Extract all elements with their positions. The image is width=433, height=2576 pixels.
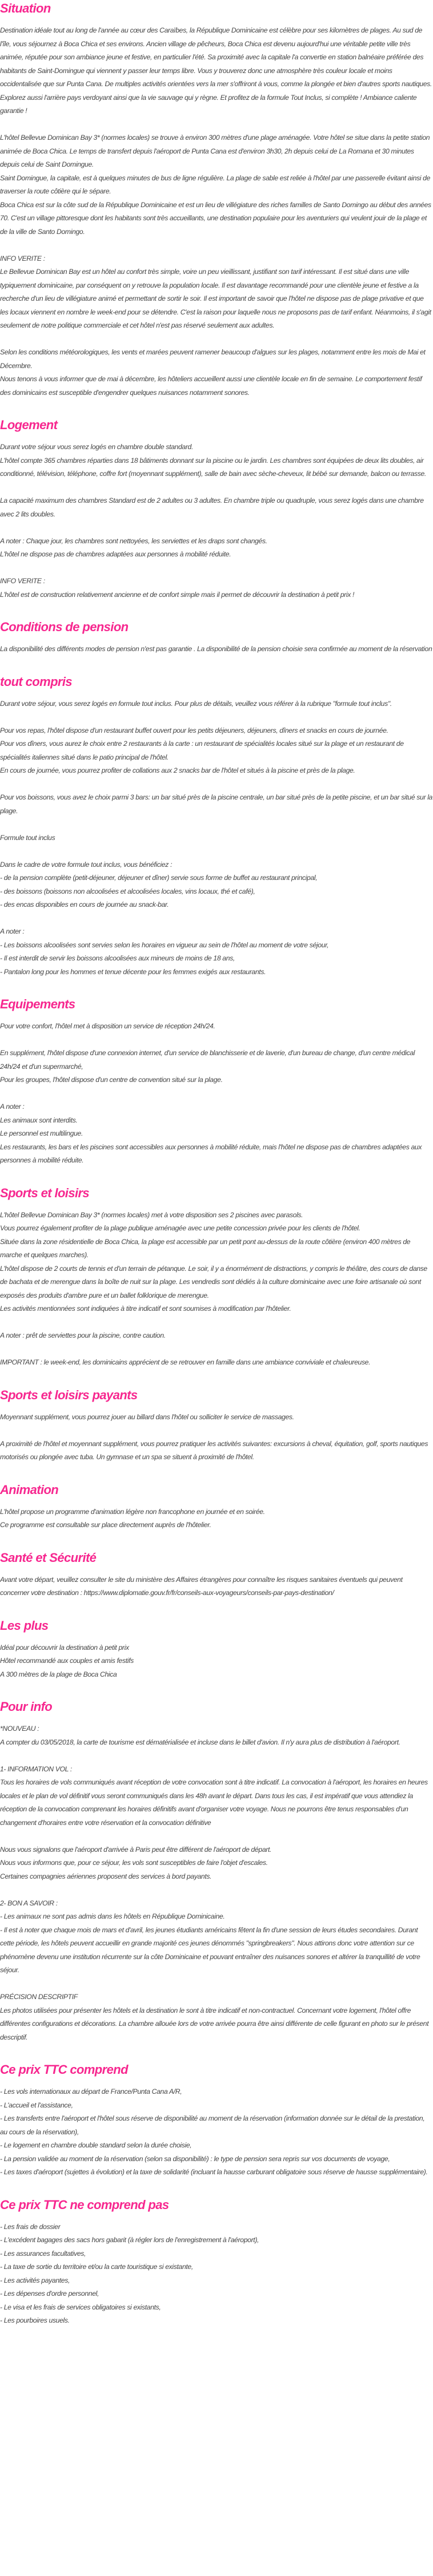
text-line: A compter du 03/05/2018, la carte de tourisme est dématérialisée et incluse dans le billet d'avion. Il n'y aura plus de distribution à l'aéroport. xyxy=(0,1738,400,1746)
text-line: Certaines compagnies aériennes proposent des services à bord payants. xyxy=(0,1872,212,1880)
section-body xyxy=(0,1573,433,1600)
text-line: Moyennant supplément, vous pourrez jouer au billard dans l'hôtel ou solliciter le service de massages. xyxy=(0,1412,294,1421)
section-tout-compris xyxy=(0,673,433,979)
section-equipements xyxy=(0,996,433,1168)
text-line: - L'accueil et l'assistance, xyxy=(0,2101,73,2109)
text-line: Les activités mentionnées sont indiquées à titre indicatif et sont soumises à modification par l'hôtelier. xyxy=(0,1305,291,1313)
text-line: L'hôtel Bellevue Dominican Bay 3* (normes locales) se trouve à environ 300 mètres d'une plage aménagée. Votre hôtel se situe dans la petite station animée de Boca Chica. Le temps de transfert depuis l'aéroport de Punta Cana est d'environ 3h30, 2h depuis celui de La Romana et 30 minutes depuis celui de Saint Domingue. xyxy=(0,134,430,168)
text-line: Tous les horaires de vols communiqués avant réception de votre convocation sont à titre indicatif. La convocation à l'aéroport, les horaires en heures locales et le plan de vol définitif vous seront communiqués dans les 48h avant le départ. Dans tous les cas, il est impératif que vous attendiez la réception de la convocation comprenant les horaires définitifs avant d'organiser votre voyage. Nous ne pourrons être tenus responsables d'un changement d'horaires entre votre réservation et la convocation définitive xyxy=(0,1778,428,1827)
section-pour-info xyxy=(0,1698,433,2044)
section-sante-securite xyxy=(0,1549,433,1600)
text-line: Les restaurants, les bars et les piscines sont accessibles aux personnes à mobilité réduite, mais l'hôtel ne dispose pas de chambres adaptées aux personnes à mobilité réduite. xyxy=(0,1142,422,1164)
paragraph xyxy=(0,441,433,481)
section-body xyxy=(0,1020,433,1168)
text-line: - Les taxes d'aéroport (sujettes à évolution) et la taxe de solidarité (incluant la hausse carburant obligatoire sous réserve de hausse supplémentaire). xyxy=(0,2168,428,2176)
paragraph xyxy=(0,535,433,562)
section-title: Logement xyxy=(0,418,58,432)
text-line: Durant votre séjour, vous serez logés en formule tout inclus. Pour plus de détails, veuillez vous référer à la rubrique "formule tout inclus". xyxy=(0,699,392,708)
paragraph xyxy=(0,925,433,979)
text-line: L'hôtel propose un programme d'animation légère non francophone en journée et en soirée. xyxy=(0,1507,265,1516)
section-body xyxy=(0,643,433,656)
text-line: - de la pension complète (petit-déjeuner, déjeuner et dîner) servie sous forme de buffet au restaurant principal, xyxy=(0,874,318,882)
paragraph xyxy=(0,858,433,912)
text-line: - des boissons (boissons non alcoolisées et alcoolisées locales, vins locaux, thé et café), xyxy=(0,887,255,895)
section-body xyxy=(0,697,433,979)
section-prix-ne-comprend-pas xyxy=(0,2197,433,2328)
section-title: Ce prix TTC comprend xyxy=(0,2062,128,2077)
section-body xyxy=(0,1411,433,1464)
paragraph xyxy=(0,1356,433,1370)
text-line: IMPORTANT : le week-end, les dominicains apprécient de se retrouver en famille dans une ambiance conviviale et chaleureuse. xyxy=(0,1358,371,1366)
section-body xyxy=(0,441,433,601)
paragraph xyxy=(0,1573,433,1600)
paragraph xyxy=(0,24,433,118)
section-conditions-pension xyxy=(0,619,433,656)
text-line: L'hôtel dispose de 2 courts de tennis et d'un terrain de pétanque. Le soir, il y a énormément de distractions, y compris le théâtre, des cours de danse de bachata et de merengue dans la boîte de nuit sur la plage. Les vendredis sont dédiés à la culture dominicaine avec une foire artisanale où sont exposés des produits d'ambre pure et un ballet folklorique de merengue. xyxy=(0,1264,427,1299)
text-line: Les photos utilisées pour présenter les hôtels et la destination le sont à titre indicatif et non-contractuel. Concernant votre logement, l'hôtel offre différentes configurations et décorations. La chambre allouée lors de votre arrivée pourra être ainsi différente de celle figurant en photo sur le présent descriptif. xyxy=(0,2006,429,2041)
text-line: - Les animaux ne sont pas admis dans les hôtels en République Dominicaine. xyxy=(0,1912,225,1920)
text-line: - La taxe de sortie du territoire et/ou la carte touristique si existante, xyxy=(0,2263,193,2271)
section-title: Pour info xyxy=(0,1699,53,1714)
section-sports-loisirs xyxy=(0,1185,433,1370)
text-line: Hôtel recommandé aux couples et amis festifs xyxy=(0,1657,134,1665)
text-line: Durant votre séjour vous serez logés en chambre double standard. xyxy=(0,443,194,451)
text-line: - Les dépenses d'ordre personnel, xyxy=(0,2290,99,2298)
text-line: - Les activités payantes, xyxy=(0,2276,70,2284)
text-line: - Le visa et les frais de services obligatoires si existants, xyxy=(0,2303,161,2311)
text-line: Nous vous signalons que l'aéroport d'arrivée à Paris peut être différent de l'aéroport de départ. xyxy=(0,1845,272,1854)
text-line: L'hôtel Bellevue Dominican Bay 3* (normes locales) met à votre disposition ses 2 piscines avec parasols. xyxy=(0,1210,303,1219)
paragraph xyxy=(0,1020,433,1033)
paragraph xyxy=(0,643,433,656)
section-title: Sports et loisirs xyxy=(0,1185,90,1200)
text-line: La capacité maximum des chambres Standard est de 2 adultes ou 3 adultes. En chambre triple ou quadruple, vous serez logés dans une chambre avec 2 lits doubles. xyxy=(0,496,424,518)
paragraph xyxy=(0,791,433,818)
section-animation xyxy=(0,1481,433,1532)
section-title: Equipements xyxy=(0,997,75,1011)
text-line: - Il est interdit de servir les boissons alcoolisées aux mineurs de moins de 18 ans, xyxy=(0,954,235,962)
text-line: Le Bellevue Dominican Bay est un hôtel au confort très simple, voire un peu vieillissant, justifiant son tarif intéressant. Il est situé dans une ville typiquement dominicaine, par conséquent on y retrouve la population locale. Il est davantage recommandé pour une clientèle jeune et festive a la recherche d'un lieu de villégiature animé et permettant de sortir le soir. Il est important de savoir que l'hôtel ne dispose pas de plage privative et que les locaux viennent en nombre le week-end pour se détendre. C'est la raison pour laquelle nous ne proposons pas de tarif enfant. Néanmoins, il s'agit seulement de notre politique commerciale et cet hôtel n'est pas réservé seulement aux adultes. xyxy=(0,268,431,329)
text-line: Vous pourrez également profiter de la plage publique aménagée avec une petite concession privée pour les clients de l'hôtel. xyxy=(0,1224,360,1232)
paragraph xyxy=(0,1209,433,1316)
text-line: Dans le cadre de votre formule tout inclus, vous bénéficiez : xyxy=(0,860,173,869)
text-line: Pour vos repas, l'hôtel dispose d'un restaurant buffet ouvert pour les petits déjeuners, déjeuners, dîners et snacks en cours de journée. xyxy=(0,726,388,734)
text-line: - Les assurances facultatives, xyxy=(0,2249,86,2258)
paragraph xyxy=(0,1047,433,1087)
text-line: - La pension validée au moment de la réservation (selon sa disponibilité) : le type de pension sera repris sur vos documents de voyage, xyxy=(0,2154,390,2163)
section-body xyxy=(0,1209,433,1370)
text-line: Le personnel est multilingue. xyxy=(0,1129,83,1137)
text-line: - Le logement en chambre double standard selon la durée choisie, xyxy=(0,2141,192,2149)
text-line: A noter : xyxy=(0,1103,25,1111)
paragraph xyxy=(0,1505,433,1532)
paragraph xyxy=(0,724,433,778)
paragraph xyxy=(0,1438,433,1464)
section-situation xyxy=(0,0,433,399)
text-line: A noter : prêt de serviettes pour la piscine, contre caution. xyxy=(0,1331,166,1339)
paragraph xyxy=(0,1411,433,1424)
section-title: Les plus xyxy=(0,1618,49,1633)
section-title: Santé et Sécurité xyxy=(0,1550,97,1565)
text-line: L'hôtel ne dispose pas de chambres adaptées aux personnes à mobilité réduite. xyxy=(0,550,231,558)
text-line: Pour votre confort, l'hôtel met à disposition un service de réception 24h/24. xyxy=(0,1022,215,1030)
text-line: A 300 mètres de la plage de Boca Chica xyxy=(0,1670,117,1678)
text-line: INFO VERITE : xyxy=(0,254,45,263)
paragraph xyxy=(0,697,433,711)
text-line: En cours de journée, vous pourrez profiter de collations aux 2 snacks bar de l'hôtel et situés à la piscine et près de la plage. xyxy=(0,766,355,774)
paragraph xyxy=(0,1843,433,1884)
text-line: Idéal pour découvrir la destination à petit prix xyxy=(0,1643,129,1652)
text-line: - L'excédent bagages des sacs hors gabarit (à régler lors de l'enregistrement à l'aéroport), xyxy=(0,2236,259,2244)
section-sports-loisirs-payants xyxy=(0,1387,433,1464)
section-prix-comprend xyxy=(0,2061,433,2179)
text-line: PRÉCISION DESCRIPTIF xyxy=(0,1993,78,2001)
text-line: - Les boissons alcoolisées sont servies selon les horaires en vigueur au sein de l'hôtel au moment de votre séjour, xyxy=(0,940,329,949)
section-body xyxy=(0,24,433,399)
text-line: Destination idéale tout au long de l'année au cœur des Caraïbes, la République Dominicaine est célèbre pour ses kilomètres de plages. Au sud de l'île, vous séjournez à Boca Chica et ses environs. Ancien village de pêcheurs, Boca Chica est devenu aujourd'hui une véritable petite ville très animée, réputée pour son ambiance jeune et festive, en particulier l'été. Sa proximité avec la capitale l'a convertie en station balnéaire préférée des habitants de Saint-Domingue qui viennent y passer leur temps libre. Vous y trouverez donc une atmosphère très couleur locale et moins occidentalisée que sur Punta Cana. De multiples activités orientées vers la mer s'offriront à vous, comme la plongée et bien d'autres sports nautiques. Explorez aussi l'arrière pays verdoyant ainsi que la vie sauvage qui y règne. Et profitez de la formule Tout Inclus, si complète ! Ambiance caliente garantie ! xyxy=(0,26,432,115)
text-line: En supplément, l'hôtel dispose d'une connexion internet, d'un service de blanchisserie et de laverie, d'un bureau de change, d'un centre médical 24h/24 et d'un supermarché, xyxy=(0,1049,415,1071)
paragraph xyxy=(0,1897,433,1977)
section-body xyxy=(0,1641,433,1682)
text-line: L'hôtel est de construction relativement ancienne et de confort simple mais il permet de découvrir la destination à petit prix ! xyxy=(0,590,355,599)
text-line: Formule tout inclus xyxy=(0,833,55,842)
text-line: Selon les conditions météorologiques, les vents et marées peuvent ramener beaucoup d'algues sur les plages, notamment entre les mois de Mai et Décembre. xyxy=(0,348,426,370)
section-title: tout compris xyxy=(0,674,73,689)
section-body xyxy=(0,1505,433,1532)
text-line: Pour vos boissons, vous avez le choix parmi 3 bars: un bar situé près de la piscine centrale, un bar situé près de la petite piscine, et un bar situé sur la plage. xyxy=(0,793,432,815)
text-line: L'hôtel compte 365 chambres réparties dans 18 bâtiments donnant sur la piscine ou le jardin. Les chambres sont équipées de deux lits doubles, air conditionné, télévision, téléphone, coffre fort (moyennant supplément), salle de bain avec sèche-cheveux, lit bébé sur demande, balcon ou terrasse. xyxy=(0,456,426,478)
paragraph xyxy=(0,346,433,399)
section-title: Animation xyxy=(0,1482,59,1497)
paragraph xyxy=(0,1641,433,1682)
paragraph xyxy=(0,1763,433,1830)
section-title: Sports et loisirs payants xyxy=(0,1387,138,1402)
text-line: Saint Domingue, la capitale, est à quelques minutes de bus de ligne régulière. La plage de sable est reliée à l'hôtel par une passerelle évitant ainsi de traverser la route côtière qui le sépare. xyxy=(0,173,430,195)
text-line: 1- INFORMATION VOL : xyxy=(0,1765,72,1773)
text-line: - Il est à noter que chaque mois de mars et d'avril, les jeunes étudiants américains fêtent la fin d'une session de leurs études secondaires. Durant cette période, les hôtels peuvent accueillir en grande majorité ces jeunes dénommés "springbreakers". Nous attirons donc votre attention sur ce phénomène devenu une institution récurrente sur la côte Dominicaine et pouvant entraîner des nuisances sonores et altérer la tranquillité de votre séjour. xyxy=(0,1925,420,1974)
text-line: La disponibilité des différents modes de pension n'est pas garantie . La disponibilité de la pension choisie sera confirmée au moment de la réservation xyxy=(0,645,432,653)
section-title: Situation xyxy=(0,1,51,15)
text-line: Nous vous informons que, pour ce séjour, les vols sont susceptibles de faire l'objet d'escales. xyxy=(0,1859,268,1867)
text-line: A noter : xyxy=(0,927,25,935)
section-logement xyxy=(0,417,433,601)
text-line: Nous tenons à vous informer que de mai à décembre, les hôteliers accueillent aussi une clientèle locale en fin de semaine. Le comportement festif des dominicains est susceptible d'engendrer quelques nuisances notamment sonores. xyxy=(0,375,422,397)
text-line: A proximité de l'hôtel et moyennant supplément, vous pourrez pratiquer les activités suivantes: excursions à cheval, équitation, golf, sports nautiques motorisés ou plongée avec tuba. Un gymnase et un spa se situent à proximité de l'hôtel. xyxy=(0,1439,428,1461)
paragraph xyxy=(0,831,433,845)
section-title: Ce prix TTC ne comprend pas xyxy=(0,2197,169,2212)
text-line: 2- BON A SAVOIR : xyxy=(0,1899,58,1907)
text-line: - Pantalon long pour les hommes et tenue décente pour les femmes exigés aux restaurants. xyxy=(0,967,266,976)
paragraph xyxy=(0,252,433,333)
section-body xyxy=(0,1722,433,2044)
paragraph xyxy=(0,2220,433,2328)
paragraph xyxy=(0,1100,433,1168)
text-line: - Les vols internationaux au départ de France/Punta Cana A/R, xyxy=(0,2088,182,2095)
paragraph xyxy=(0,131,433,239)
paragraph xyxy=(0,1990,433,2044)
paragraph xyxy=(0,2085,433,2179)
text-line: Boca Chica est sur la côte sud de la République Dominicaine et est un lieu de villégiature des riches familles de Santo Domingo au début des années 70. C'est un village pittoresque dont les habitants sont très accueillants, une destination populaire pour les aventuriers qui veulent jouir de la plage et de la ville de Santo Domingo. xyxy=(0,200,431,236)
section-les-plus xyxy=(0,1617,433,1682)
text-line: INFO VERITE : xyxy=(0,577,45,585)
text-line: - des encas disponibles en cours de journée au snack-bar. xyxy=(0,901,169,909)
text-line: *NOUVEAU : xyxy=(0,1725,39,1733)
paragraph xyxy=(0,1329,433,1343)
text-line: - Les pourboires usuels. xyxy=(0,2316,70,2324)
text-line: - Les transferts entre l'aéroport et l'hôtel sous réserve de disponibilité au moment de la réservation (information donnée sur le détail de la prestation, au cours de la réservation), xyxy=(0,2114,425,2136)
text-line: Pour vos dîners, vous aurez le choix entre 2 restaurants à la carte : un restaurant de spécialités locales situé sur la plage et un restaurant de spécialités italiennes situé dans le patio principal de l'hôtel. xyxy=(0,740,404,761)
text-line: A noter : Chaque jour, les chambres sont nettoyées, les serviettes et les draps sont changés. xyxy=(0,536,267,545)
paragraph xyxy=(0,575,433,601)
paragraph xyxy=(0,494,433,521)
section-title: Conditions de pension xyxy=(0,620,129,634)
section-body xyxy=(0,2085,433,2179)
text-line: Avant votre départ, veuillez consulter le site du ministère des Affaires étrangères pour connaître les risques sanitaires éventuels qui peuvent concerner votre destination : https://www.diplomatie.gouv.fr/fr/conseils-aux-voyageurs/conseils-par-pays-destination/ xyxy=(0,1575,403,1597)
text-line: Pour les groupes, l'hôtel dispose d'un centre de convention situé sur la plage. xyxy=(0,1076,223,1084)
text-line: Ce programme est consultable sur place directement auprès de l'hôtelier. xyxy=(0,1521,211,1529)
text-line: Située dans la zone résidentielle de Boca Chica, la plage est accessible par un petit pont au-dessus de la route côtière (environ 400 mètres de marche et quelques marches). xyxy=(0,1237,411,1259)
section-body xyxy=(0,2220,433,2328)
text-line: Les animaux sont interdits. xyxy=(0,1116,78,1124)
paragraph xyxy=(0,1722,433,1749)
text-line: - Les frais de dossier xyxy=(0,2222,61,2231)
